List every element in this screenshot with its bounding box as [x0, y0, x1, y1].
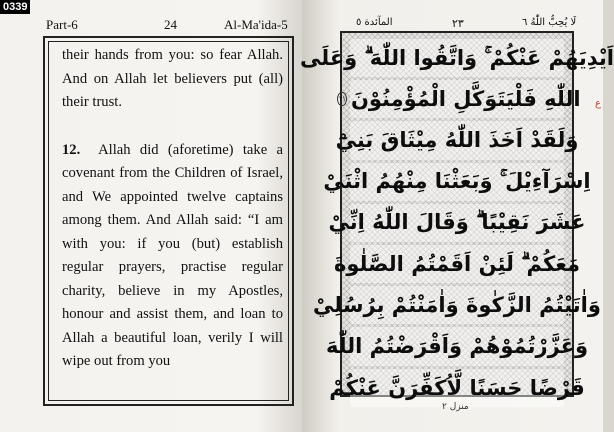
- surah-header: المآئدة ٥: [356, 17, 393, 28]
- arabic-line-text: قَرْضًا حَسَنًا لَّاُكَفِّرَنَّ عَنْكُمْ: [329, 375, 585, 400]
- ruku-mark: ع: [595, 98, 601, 109]
- arabic-line: [328, 204, 586, 242]
- ayah-end-marker: ١١: [337, 92, 347, 106]
- arabic-line-text: وَلَقَدْ اَخَذَ اللّٰهُ مِيْثَاقَ بَنِيْٓ: [335, 128, 579, 153]
- arabic-lines: [300, 39, 614, 400]
- translation-text: [62, 44, 283, 374]
- page-number: 24: [164, 17, 177, 32]
- arabic-line-text: عَشَرَ نَقِيْبًا ۗ وَقَالَ اللّٰهُ اِنِّيْ: [328, 210, 586, 235]
- arabic-text-frame: [300, 31, 614, 400]
- verse-number: 12.: [62, 141, 81, 158]
- arabic-line-text: وَعَزَّرْتُمُوْهُمْ وَاَقْرَضْتُمُ اللّٰهَ: [325, 334, 589, 359]
- arabic-line-text: اللّٰهِ فَلْيَتَوَكَّلِ الْمُؤْمِنُوْنَ: [350, 87, 581, 112]
- part-label: Part-6: [46, 17, 78, 32]
- right-page: [300, 0, 614, 432]
- arabic-line: [325, 327, 589, 365]
- arabic-line: [338, 80, 581, 118]
- arabic-line: [313, 286, 601, 324]
- arabic-line: [333, 245, 581, 283]
- arabic-line-text: اَيْدِيَهُمْ عَنْكُمْ ۚ وَاتَّقُوا اللّٰهَ ۗ وَعَلَى: [300, 45, 614, 70]
- translation-frame: [43, 36, 294, 406]
- juz-header: لَا يُحِبُّ اللّٰهُ ٦: [522, 17, 577, 28]
- arabic-line: [329, 369, 585, 407]
- arabic-line: [300, 39, 614, 77]
- paragraph-verse-12: [62, 139, 283, 374]
- arabic-line-text: اِسْرَآءِيْلَ ۚ وَبَعَثْنَا مِنْهُمُ اثْنَيْ: [323, 169, 591, 194]
- left-page: [0, 0, 302, 432]
- manzil-footer: منزل ٢: [442, 402, 469, 412]
- chapter-label: Al-Ma'ida-5: [224, 17, 288, 32]
- arabic-line: [323, 163, 591, 201]
- paragraph-continuation: their hands from you: so fear Allah. And on Allah let believers put (all) their trust.: [62, 47, 283, 110]
- page-id-label: 0339: [0, 0, 30, 14]
- verse-text: Allah did (aforetime) take a covenant from the Children of Israel, and We appointed twelve captains among them. And Allah said: “I am with you: if you (but) establish regular prayers, practise regular charity, believe in my Apostles, honour and assist them, and loan to Allah a beautiful loan, verily I will wipe out from you: [62, 141, 283, 369]
- arabic-line-text: وَاٰتَيْتُمُ الزَّكٰوةَ وَاٰمَنْتُمْ بِرُسُلِيْ: [313, 293, 601, 318]
- arabic-line-text: مَعَكُمْ ۗ لَئِنْ اَقَمْتُمُ الصَّلٰوةَ: [333, 251, 581, 276]
- arabic-line: [335, 121, 579, 159]
- arabic-page-number: ٢٣: [452, 17, 464, 30]
